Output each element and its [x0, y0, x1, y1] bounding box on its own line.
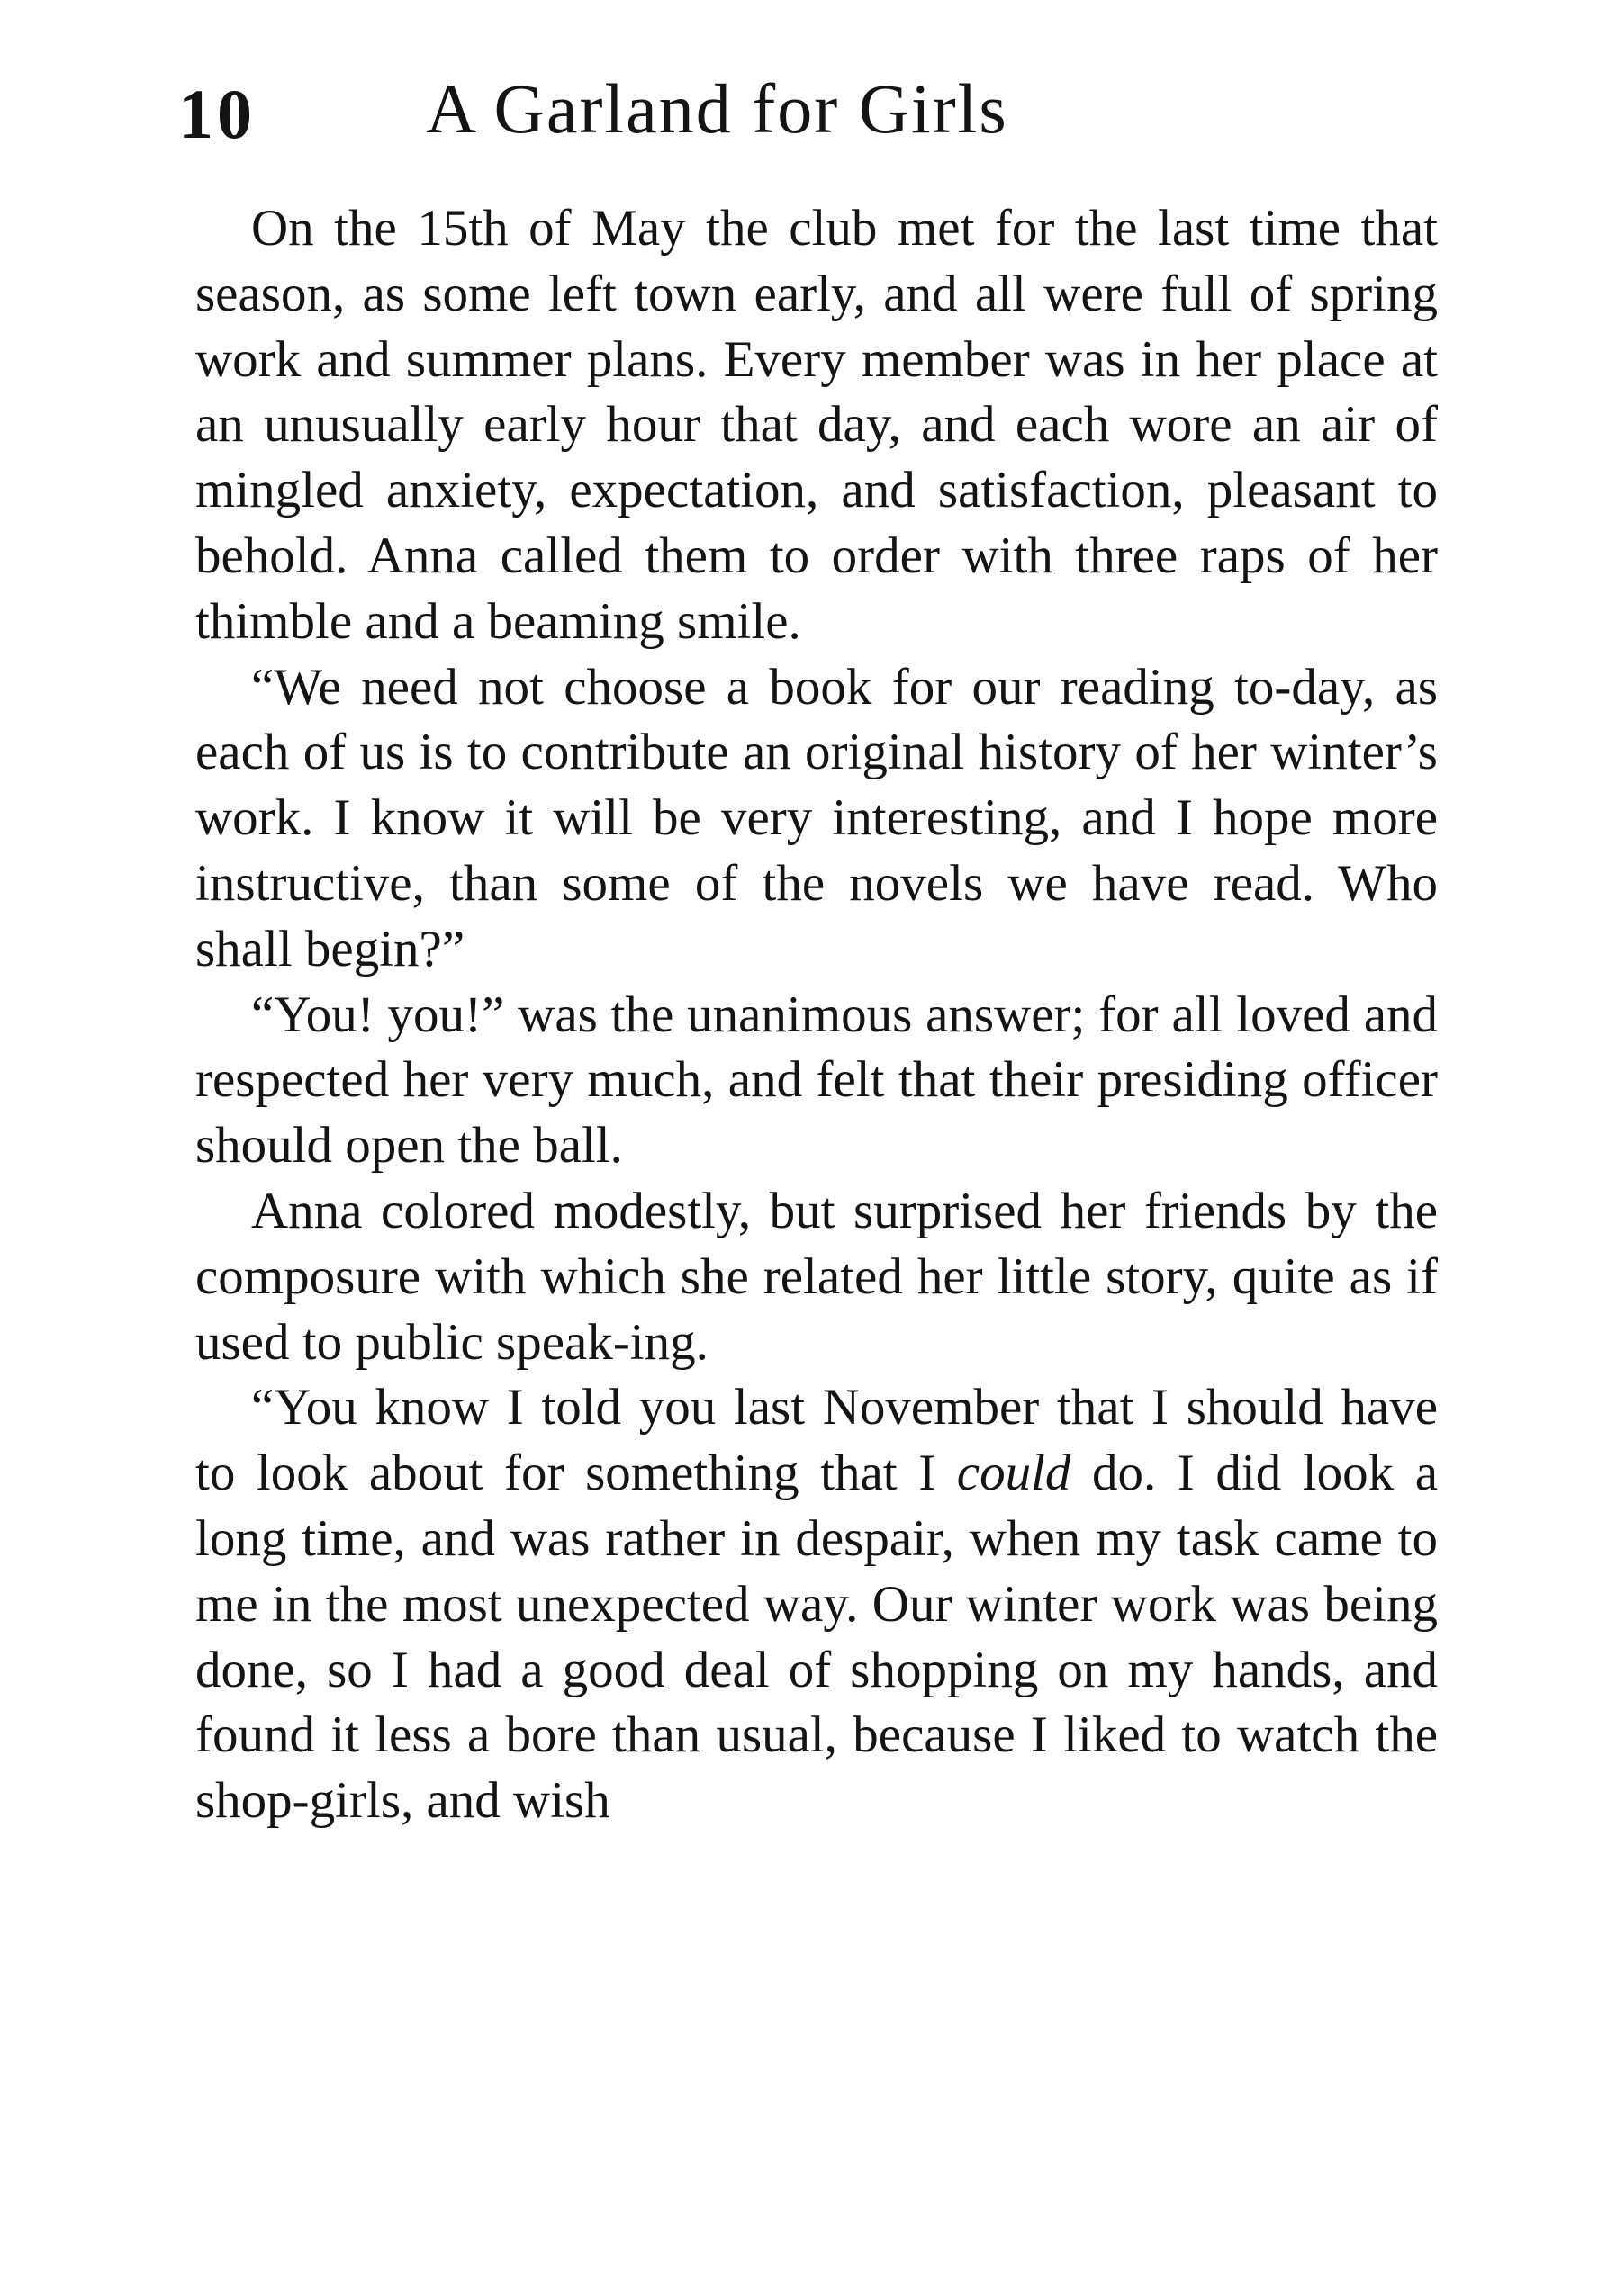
paragraph-club-meeting: On the 15th of May the club met for the last time that season, as some left town early, and all were full of spring work and summer plans. Every member was in her place at an unusually early hour that day, and each wore an air of mingled anxiety, expectation, and satisfaction, pleasant to behold. Anna called them to order with three raps of her thimble and a beaming smile.	[195, 200, 1438, 650]
story-text-before: “You know I told you last November that I should have to look about for something that I	[195, 1379, 1438, 1502]
running-title: A Garland for Girls	[426, 69, 1008, 148]
story-text-after: do. I did look a long time, and was rather in despair, when my task came to me in the most unexpected way. Our winter work was being done, so I had a good deal of shopping on my hands, and found it less a bore than usual, because I liked to watch the shop-girls, and wish	[195, 1445, 1438, 1830]
paragraph-anna-story	[195, 1375, 1438, 1834]
paragraph-unanimous-answer: “You! you!” was the unanimous answer; for all loved and respected her very much, and felt that their presiding officer should open the ball.	[195, 986, 1438, 1175]
body-text	[195, 196, 1438, 1834]
paragraph-anna-colored: Anna colored modestly, but surprised her friends by the composure with which she related her little story, quite as if used to public speak-ing.	[195, 1182, 1438, 1371]
story-emphasis: could	[956, 1445, 1071, 1502]
paragraph-anna-speech: “We need not choose a book for our reading to-day, as each of us is to contribute an original history of her winter’s work. I know it will be very interesting, and I hope more instructive, than some of the novels we have read. Who shall begin?”	[195, 658, 1438, 977]
running-head	[178, 65, 1439, 164]
page-number: 10	[178, 75, 256, 153]
